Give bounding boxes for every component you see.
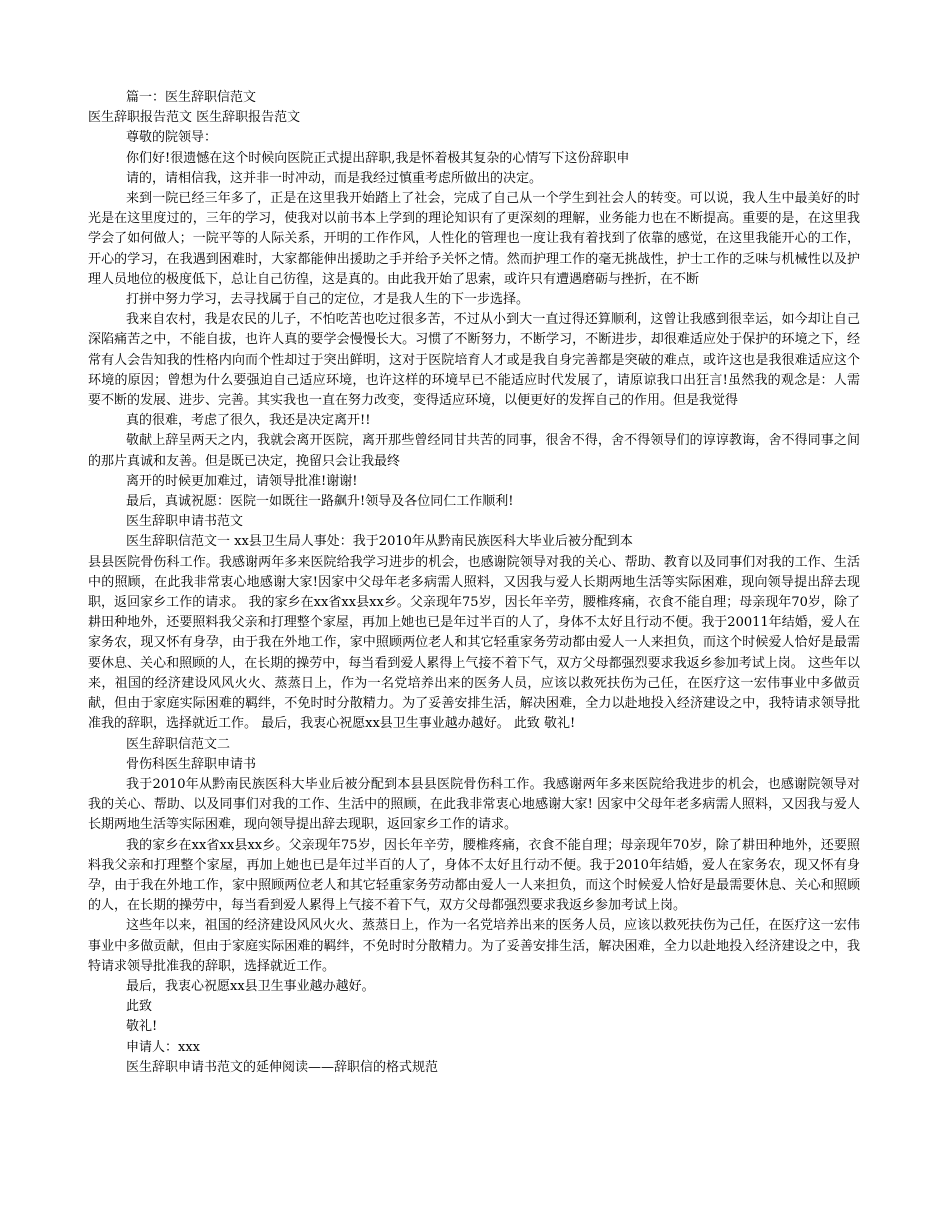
paragraph-best-wishes: 最后，真诚祝愿：医院一如既往一路飙升!领导及各位同仁工作顺利! [126,494,514,510]
extended-reading-link: 医生辞职申请书范文的延伸阅读——辞职信的格式规范 [126,1059,439,1075]
paragraph-three-years: 来到一院已经三年多了，正是在这里我开始踏上了社会，完成了自己从一个学生到社会人的转变。可以说，我人生中最美好的时光是在这里度过的，三年的学习，使我对以前书本上学到的理论知识有了更深刻的理解，业务能力也在不断提高。重要的是，在这里我学会了如何做人；一院平等的人际关系，开明的工作作风，人性化的管理也一度让我有着找到了依靠的感觉，在这里我能开心的工作，开心的学习，在我遇到困难时，大家都能伸出援助之手并给予关怀之情。然而护理工作的毫无挑战性，护士工作的乏味与机械性以及护理人员地位的极度低下，总让自己彷徨，这是真的。由此我开始了思索，或许只有遭遇磨砺与挫折，在不断 [88,191,860,287]
heading-part-one: 篇一：医生辞职信范文 [126,90,257,105]
closing-salute: 此致 [126,999,153,1015]
paragraph-economic-construction: 这些年以来，祖国的经济建设风风火火、蒸蒸日上，作为一名党培养出来的医务人员，应该以救死扶伤为己任，在医疗这一宏伟事业中多做贡献，但由于家庭实际困难的羁绊，不免时时分散精力。为了妥善安排生活，解决困难，全力以赴地投入经济建设之中，我特请求领导批准我的辞职，选择就近工作。 [88,918,860,974]
heading-sample-two: 医生辞职信范文二 [126,736,231,752]
paragraph-approval-request: 离开的时候更加难过，请领导批准!谢谢! [126,473,358,489]
paragraph-next-step: 打拼中努力学习，去寻找属于自己的定位，才是我人生的下一步选择。 [126,292,530,308]
signature-applicant: 申请人：xxx [126,1039,200,1055]
paragraph-decided-leave: 真的很难，考虑了很久，我还是决定离开!! [126,413,371,429]
paragraph-decision: 请的，请相信我，这并非一时冲动，而是我经过慎重考虑所做出的决定。 [126,170,543,186]
salutation: 尊敬的院领导： [126,130,218,146]
paragraph-greeting: 你们好!很遗憾在这个时候向医院正式提出辞职,我是怀着极其复杂的心情写下这份辞职申 [126,150,630,166]
heading-application-sample: 医生辞职申请书范文 [126,514,244,530]
document-page [88,88,860,1078]
paragraph-rural-background: 我来自农村，我是农民的儿子，不怕吃苦也吃过很多苦，不过从小到大一直过得还算顺利，这曾让我感到很幸运，如今却让自己深陷痛苦之中，不能自拔，也许人真的要学会慢慢长大。习惯了不断努力，不断学习，不断进步，却很难适应处于保护的环境之下，经常有人会告知我的性格内向而个性却过于突出鲜明，这对于医院培育人才或是我自身完善都是突破的难点，或许这也是我很难适应这个环境的原因；曾想为什么要强迫自己适应环境，也许这样的环境早已不能适应时代发展了，请原谅我口出狂言!虽然我的观念是：人需要不断的发展、进步、完善。其实我也一直在努力改变，变得适应环境，以便更好的发挥自己的作用。但是我觉得 [88,312,860,409]
subheading-orthopedics-application: 骨伤科医生辞职申请书 [126,756,257,772]
closing-regards: 敬礼! [126,1019,158,1035]
paragraph-family-situation: 我的家乡在xx省xx县xx乡。父亲现年75岁，因长年辛劳，腰椎疼痛，衣食不能自理；母亲现年70岁，除了耕田种地外，还要照料我父亲和打理整个家屋，再加上她也已是年过半百的人了，身体不太好且行动不便。我于2010年结婚，爱人在家务农，现又怀有身孕，由于我在外地工作，家中照顾两位老人和其它轻重家务劳动都由爱人一人来担负，而这个时候爱人恰好是最需要休息、关心和照顾的人，在长期的操劳中，每当看到爱人累得上气接不着下气，双方父母都强烈要求我返乡参加考试上岗。 [88,837,860,914]
paragraph-sample-one-body: 县县医院骨伤科工作。我感谢两年多来医院给我学习进步的机会，也感谢院领导对我的关心、帮助、教育以及同事们对我的工作、生活中的照顾，在此我非常衷心地感谢大家!因家中父母年老多病需人照料，又因我与爱人长期两地生活等实际困难，现向领导提出辞去现职，返回家乡工作的请求。 我的家乡在xx省xx县xx乡。父亲现年75岁，因长年辛劳，腰椎疼痛，衣食不能自理；母亲现年70岁，除了耕田种地外，还要照料我父亲和打理整个家屋，再加上她也已是年过半百的人了，身体不太好且行动不便。我于20011年结婚，爱人在家务农，现又怀有身孕，由于我在外地工作，家中照顾两位老人和其它轻重家务劳动都由爱人一人来担负，而这个时候爱人恰好是最需要休息、关心和照顾的人，在长期的操劳中，每当看到爱人累得上气接不着下气，双方父母都强烈要求我返乡参加考试上岗。 这些年以来，祖国的经济建设风风火火、蒸蒸日上，作为一名党培养出来的医务人员，应该以救死扶伤为己任，在医疗这一宏伟事业中多做贡献，但由于家庭实际困难的羁绊，不免时时分散精力。为了妥善安排生活，解决困难，全力以赴地投入经济建设之中，我特请求领导批准我的辞职，选择就近工作。 最后，我衷心祝愿xx县卫生事业越办越好。 此致 敬礼! [88,554,860,732]
paragraph-sample-one-intro: 医生辞职信范文一 xx县卫生局人事处：我于2010年从黔南民族医科大毕业后被分配到本 [126,534,633,550]
paragraph-graduation: 我于2010年从黔南民族医科大毕业后被分配到本县县医院骨伤科工作。我感谢两年多来医院给我进步的机会，也感谢院领导对我的关心、帮助、以及同事们对我的工作、生活中的照顾，在此我非常衷心地感谢大家! 因家中父母年老多病需人照料，又因我与爱人长期两地生活等实际困难，现向领导提出辞去现职，返回家乡工作的请求。 [88,776,860,833]
paragraph-closing-wish: 最后，我衷心祝愿xx县卫生事业越办越好。 [126,978,375,994]
paragraph-farewell: 敬献上辞呈两天之内，我就会离开医院，离开那些曾经同甘共苦的同事，很舍不得，舍不得领导们的谆谆教诲，舍不得同事之间的那片真诚和友善。但是既已决定，挽留只会让我最终 [88,433,860,469]
subheading-report-title: 医生辞职报告范文 医生辞职报告范文 [88,110,301,126]
